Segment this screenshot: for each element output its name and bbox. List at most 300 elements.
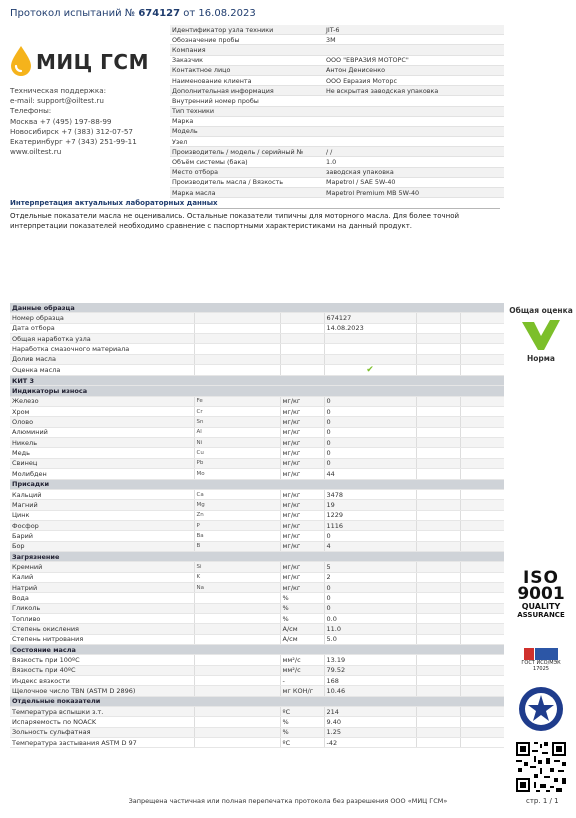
protocol-number: 674127: [138, 8, 181, 19]
empty-cell: [416, 582, 460, 592]
result-row: [10, 634, 504, 644]
unit: %: [280, 717, 324, 727]
element-symbol: [194, 354, 280, 364]
empty-cell: [416, 323, 460, 333]
parameter-name: Испаряемость по NOACK: [10, 717, 194, 727]
element-symbol: [194, 727, 280, 737]
element-symbol: Ni: [194, 438, 280, 448]
interpretation-block: [10, 199, 500, 231]
result-row: [10, 354, 504, 364]
result-value: [324, 365, 416, 376]
empty-cell: [460, 572, 504, 582]
unit: мг/кг: [280, 438, 324, 448]
parameter-name: Вязкость при 100ºC: [10, 655, 194, 665]
result-row: [10, 624, 504, 634]
empty-cell: [416, 365, 460, 376]
unit: %: [280, 593, 324, 603]
unit: мг/кг: [280, 541, 324, 551]
element-symbol: Cu: [194, 448, 280, 458]
protocol-date: 16.08.2023: [198, 8, 256, 19]
overall-label: Общая оценка: [509, 306, 573, 315]
result-row: [10, 603, 504, 613]
section-title: Загрязнение: [10, 551, 504, 561]
info-value: Mapetrol Premium MB 5W-40: [324, 188, 504, 198]
parameter-name: Молибден: [10, 469, 194, 479]
empty-cell: [460, 634, 504, 644]
info-value: ООО Евразия Моторс: [324, 75, 504, 85]
element-symbol: Al: [194, 427, 280, 437]
result-value: 0: [324, 582, 416, 592]
element-symbol: [194, 665, 280, 675]
info-row: [170, 86, 504, 96]
unit: %: [280, 613, 324, 623]
certification-seal-icon: [518, 686, 564, 732]
info-value: [324, 96, 504, 106]
section-title: Отдельные показатели: [10, 696, 504, 706]
unit: [280, 313, 324, 323]
parameter-name: Номер образца: [10, 313, 194, 323]
result-value: 0: [324, 448, 416, 458]
parameter-name: Цинк: [10, 510, 194, 520]
contact-line: Телефоны:: [10, 106, 52, 116]
unit: мг/кг: [280, 458, 324, 468]
info-row: [170, 188, 504, 198]
result-row: [10, 593, 504, 603]
empty-cell: [416, 354, 460, 364]
result-row: [10, 582, 504, 592]
empty-cell: [460, 582, 504, 592]
empty-cell: [460, 365, 504, 376]
parameter-name: Медь: [10, 448, 194, 458]
parameter-name: Гликоль: [10, 603, 194, 613]
empty-cell: [416, 344, 460, 354]
element-symbol: [194, 655, 280, 665]
element-symbol: Cr: [194, 407, 280, 417]
result-value: 44: [324, 469, 416, 479]
empty-cell: [460, 438, 504, 448]
parameter-name: Топливо: [10, 613, 194, 623]
parameter-name: Степень окисления: [10, 624, 194, 634]
info-row: [170, 126, 504, 136]
empty-cell: [416, 313, 460, 323]
parameter-name: Олово: [10, 417, 194, 427]
result-row: [10, 738, 504, 748]
element-symbol: [194, 593, 280, 603]
info-label: Объём системы (бака): [170, 157, 324, 167]
parameter-name: Железо: [10, 396, 194, 406]
info-value: [324, 126, 504, 136]
empty-cell: [416, 458, 460, 468]
result-value: 19: [324, 500, 416, 510]
contact-line: Новосибирск +7 (383) 312-07-57: [10, 126, 133, 136]
empty-cell: [416, 427, 460, 437]
section-header: [10, 479, 504, 489]
parameter-name: Зольность сульфатная: [10, 727, 194, 737]
parameter-name: Бор: [10, 541, 194, 551]
result-row: [10, 562, 504, 572]
empty-cell: [460, 655, 504, 665]
result-row: [10, 438, 504, 448]
qr-code-icon[interactable]: [514, 740, 568, 794]
element-symbol: Mg: [194, 500, 280, 510]
parameter-name: Вода: [10, 593, 194, 603]
info-label: Наименование клиента: [170, 75, 324, 85]
element-symbol: [194, 365, 280, 376]
empty-cell: [460, 665, 504, 675]
result-row: [10, 541, 504, 551]
parameter-name: Фосфор: [10, 520, 194, 530]
element-symbol: [194, 344, 280, 354]
page-number: стр. 1 / 1: [526, 797, 559, 805]
section-header: [10, 376, 504, 386]
empty-cell: [416, 500, 460, 510]
result-row: [10, 396, 504, 406]
result-value: 0: [324, 593, 416, 603]
element-symbol: [194, 738, 280, 748]
result-value: [324, 334, 416, 344]
element-symbol: Ca: [194, 489, 280, 499]
info-label: Место отбора: [170, 167, 324, 177]
info-label: Идентификатор узла техники: [170, 25, 324, 35]
info-label: Производитель масла / Вязкость: [170, 177, 324, 187]
unit: мг/кг: [280, 531, 324, 541]
result-value: 0: [324, 531, 416, 541]
iso-9001-badge: ISO 9001 QUALITY ASSURANCE: [517, 568, 565, 619]
empty-cell: [460, 624, 504, 634]
result-row: [10, 344, 504, 354]
result-value: 3478: [324, 489, 416, 499]
info-value: JIT-6: [324, 25, 504, 35]
info-label: Производитель / модель / серийный №: [170, 147, 324, 157]
element-symbol: Sn: [194, 417, 280, 427]
result-value: 9.40: [324, 717, 416, 727]
info-row: [170, 25, 504, 35]
info-row: [170, 75, 504, 85]
unit: %: [280, 603, 324, 613]
empty-cell: [416, 531, 460, 541]
empty-cell: [416, 624, 460, 634]
info-label: Марка масла: [170, 188, 324, 198]
result-row: [10, 727, 504, 737]
parameter-name: Свинец: [10, 458, 194, 468]
result-row: [10, 489, 504, 499]
info-value: Антон Денисенко: [324, 65, 504, 75]
parameter-name: Степень нитрования: [10, 634, 194, 644]
copyright-footer: Запрещена частичная или полная перепечатка протокола без разрешения ООО «МИЦ ГСМ»: [128, 797, 448, 805]
unit: [280, 365, 324, 376]
section-title: Индикаторы износа: [10, 386, 504, 396]
unit: мг/кг: [280, 582, 324, 592]
empty-cell: [460, 334, 504, 344]
result-value: 0: [324, 427, 416, 437]
empty-cell: [460, 676, 504, 686]
empty-cell: [460, 458, 504, 468]
result-value: 0.0: [324, 613, 416, 623]
unit: мг КОН/г: [280, 686, 324, 696]
result-row: [10, 510, 504, 520]
empty-cell: [460, 396, 504, 406]
element-symbol: Pb: [194, 458, 280, 468]
result-row: [10, 313, 504, 323]
oil-drop-icon: [9, 45, 33, 77]
unit: мг/кг: [280, 469, 324, 479]
result-row: [10, 334, 504, 344]
empty-cell: [460, 489, 504, 499]
unit: -: [280, 676, 324, 686]
result-value: 168: [324, 676, 416, 686]
result-row: [10, 572, 504, 582]
result-value: 11.0: [324, 624, 416, 634]
empty-cell: [416, 438, 460, 448]
element-symbol: Si: [194, 562, 280, 572]
info-value: 1.0: [324, 157, 504, 167]
element-symbol: Ba: [194, 531, 280, 541]
info-label: Модель: [170, 126, 324, 136]
parameter-name: Кремний: [10, 562, 194, 572]
info-value: / /: [324, 147, 504, 157]
result-value: 214: [324, 707, 416, 717]
empty-cell: [416, 469, 460, 479]
element-symbol: [194, 313, 280, 323]
result-row: [10, 613, 504, 623]
unit: ºC: [280, 738, 324, 748]
empty-cell: [416, 407, 460, 417]
empty-cell: [460, 354, 504, 364]
info-value: [324, 137, 504, 147]
element-symbol: [194, 707, 280, 717]
info-value: ООО "ЕВРАЗИЯ МОТОРС": [324, 55, 504, 65]
parameter-name: Долив масла: [10, 354, 194, 364]
info-row: [170, 137, 504, 147]
contact-line: Техническая поддержка:: [10, 86, 107, 95]
empty-cell: [416, 738, 460, 748]
result-row: [10, 665, 504, 675]
info-value: [324, 45, 504, 55]
empty-cell: [460, 344, 504, 354]
empty-cell: [416, 396, 460, 406]
accreditation-badge: ГОСТ ИСО/МЭК 17025: [517, 648, 565, 672]
interpretation-heading: Интерпретация актуальных лабораторных данных: [10, 199, 500, 209]
unit: [280, 334, 324, 344]
empty-cell: [416, 510, 460, 520]
info-label: Узел: [170, 137, 324, 147]
result-value: 79.52: [324, 665, 416, 675]
info-label: Контактное лицо: [170, 65, 324, 75]
result-value: 1116: [324, 520, 416, 530]
parameter-name: Щелочное число TBN (ASTM D 2896): [10, 686, 194, 696]
result-row: [10, 686, 504, 696]
info-value: заводская упаковка: [324, 167, 504, 177]
result-row: [10, 323, 504, 333]
info-label: Обозначение пробы: [170, 35, 324, 45]
sample-info-table: [170, 25, 504, 198]
unit: ºC: [280, 707, 324, 717]
section-header: [10, 551, 504, 561]
section-title: Присадки: [10, 479, 504, 489]
empty-cell: [460, 510, 504, 520]
empty-cell: [460, 717, 504, 727]
info-label: Марка: [170, 116, 324, 126]
element-symbol: [194, 686, 280, 696]
result-row: [10, 717, 504, 727]
check-icon: [520, 318, 562, 352]
result-row: [10, 676, 504, 686]
overall-status: Норма: [527, 354, 555, 363]
empty-cell: [416, 572, 460, 582]
empty-cell: [460, 427, 504, 437]
result-value: 674127: [324, 313, 416, 323]
element-symbol: [194, 323, 280, 333]
empty-cell: [416, 334, 460, 344]
element-symbol: [194, 717, 280, 727]
empty-cell: [416, 686, 460, 696]
empty-cell: [460, 469, 504, 479]
check-icon: ✔: [366, 365, 374, 376]
empty-cell: [416, 448, 460, 458]
result-value: 0: [324, 438, 416, 448]
empty-cell: [416, 634, 460, 644]
info-row: [170, 96, 504, 106]
empty-cell: [460, 531, 504, 541]
element-symbol: [194, 624, 280, 634]
unit: мг/кг: [280, 396, 324, 406]
empty-cell: [416, 665, 460, 675]
empty-cell: [460, 500, 504, 510]
empty-cell: [416, 520, 460, 530]
result-row: [10, 500, 504, 510]
result-row: [10, 365, 504, 376]
unit: [280, 354, 324, 364]
result-value: [324, 344, 416, 354]
parameter-name: Натрий: [10, 582, 194, 592]
unit: мг/кг: [280, 572, 324, 582]
unit: мг/кг: [280, 489, 324, 499]
element-symbol: [194, 676, 280, 686]
empty-cell: [416, 489, 460, 499]
result-value: 0: [324, 396, 416, 406]
parameter-name: Индекс вязкости: [10, 676, 194, 686]
parameter-name: Хром: [10, 407, 194, 417]
parameter-name: Алюминий: [10, 427, 194, 437]
empty-cell: [460, 686, 504, 696]
empty-cell: [460, 323, 504, 333]
unit: мг/кг: [280, 562, 324, 572]
contact-line: www.oiltest.ru: [10, 147, 62, 157]
element-symbol: Mo: [194, 469, 280, 479]
parameter-name: Дата отбора: [10, 323, 194, 333]
element-symbol: K: [194, 572, 280, 582]
result-value: 1229: [324, 510, 416, 520]
section-header: [10, 645, 504, 655]
result-row: [10, 458, 504, 468]
parameter-name: Магний: [10, 500, 194, 510]
result-value: [324, 354, 416, 364]
info-row: [170, 167, 504, 177]
element-symbol: B: [194, 541, 280, 551]
result-row: [10, 417, 504, 427]
empty-cell: [460, 313, 504, 323]
empty-cell: [460, 407, 504, 417]
empty-cell: [460, 707, 504, 717]
result-row: [10, 427, 504, 437]
result-row: [10, 469, 504, 479]
empty-cell: [460, 448, 504, 458]
result-row: [10, 520, 504, 530]
info-row: [170, 35, 504, 45]
info-label: Внутренний номер пробы: [170, 96, 324, 106]
result-value: 4: [324, 541, 416, 551]
element-symbol: [194, 603, 280, 613]
empty-cell: [460, 613, 504, 623]
unit: мг/кг: [280, 407, 324, 417]
section-header: [10, 386, 504, 396]
parameter-name: Температура вспышки з.т.: [10, 707, 194, 717]
empty-cell: [416, 655, 460, 665]
result-value: 0: [324, 417, 416, 427]
result-row: [10, 448, 504, 458]
info-value: Не вскрытая заводская упаковка: [324, 86, 504, 96]
element-symbol: Fe: [194, 396, 280, 406]
element-symbol: [194, 634, 280, 644]
info-label: Компания: [170, 45, 324, 55]
parameter-name: Никель: [10, 438, 194, 448]
result-value: 0: [324, 458, 416, 468]
result-value: 2: [324, 572, 416, 582]
parameter-name: Температура застывания ASTM D 97: [10, 738, 194, 748]
result-value: 5.0: [324, 634, 416, 644]
protocol-title: Протокол испытаний № 674127 от 16.08.2023: [10, 8, 256, 19]
info-row: [170, 45, 504, 55]
unit: [280, 323, 324, 333]
info-row: [170, 177, 504, 187]
empty-cell: [460, 738, 504, 748]
info-label: Заказчик: [170, 55, 324, 65]
element-symbol: [194, 334, 280, 344]
element-symbol: [194, 613, 280, 623]
unit: мг/кг: [280, 417, 324, 427]
info-row: [170, 65, 504, 75]
empty-cell: [460, 603, 504, 613]
result-row: [10, 407, 504, 417]
unit: мг/кг: [280, 520, 324, 530]
element-symbol: P: [194, 520, 280, 530]
unit: мг/кг: [280, 448, 324, 458]
result-value: 0: [324, 407, 416, 417]
empty-cell: [416, 676, 460, 686]
empty-cell: [416, 613, 460, 623]
info-row: [170, 116, 504, 126]
unit: мг/кг: [280, 500, 324, 510]
section-title: Данные образца: [10, 303, 504, 313]
unit: мм²/с: [280, 655, 324, 665]
empty-cell: [460, 727, 504, 737]
unit: мм²/с: [280, 665, 324, 675]
result-value: 14.08.2023: [324, 323, 416, 333]
parameter-name: Вязкость при 40ºC: [10, 665, 194, 675]
result-value: 13.19: [324, 655, 416, 665]
unit: A/см: [280, 634, 324, 644]
empty-cell: [416, 707, 460, 717]
empty-cell: [460, 417, 504, 427]
contact-line: Екатеринбург +7 (343) 251-99-11: [10, 137, 137, 147]
empty-cell: [460, 593, 504, 603]
empty-cell: [416, 541, 460, 551]
info-label: Тип техники: [170, 106, 324, 116]
empty-cell: [416, 717, 460, 727]
section-title: Состояние масла: [10, 645, 504, 655]
empty-cell: [416, 603, 460, 613]
result-value: 1.25: [324, 727, 416, 737]
